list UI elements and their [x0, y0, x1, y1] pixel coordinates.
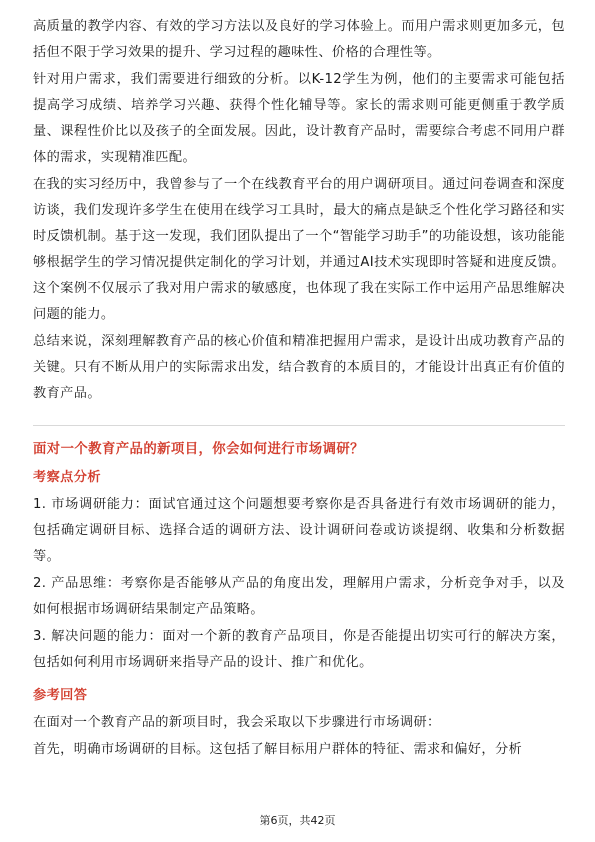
paragraph: 高质量的教学内容、有效的学习方法以及良好的学习体验上。而用户需求则更加多元，包括但不限于学习效果的提升、学习过程的趣味性、价格的合理性等。	[33, 19, 565, 60]
paragraph: 总结来说，深刻理解教育产品的核心价值和精准把握用户需求，是设计出成功教育产品的关键。只有不断从用户的实际需求出发，结合教育的本质目的，才能设计出真正有价值的教育产品。	[33, 334, 565, 401]
analysis-item: 1. 市场调研能力：面试官通过这个问题想要考察你是否具备进行有效市场调研的能力，包括确定调研目标、选择合适的调研方法、设计调研问卷或访谈提纲、收集和分析数据等。	[33, 497, 565, 564]
analysis-heading: 考察点分析	[33, 470, 101, 485]
page-content	[33, 14, 565, 763]
answer-paragraph: 首先，明确市场调研的目标。这包括了解目标用户群体的特征、需求和偏好，分析	[33, 742, 523, 757]
answer-paragraph: 在面对一个教育产品的新项目时，我会采取以下步骤进行市场调研：	[33, 715, 441, 730]
answer-heading: 参考回答	[33, 688, 88, 703]
analysis-item: 2. 产品思维：考察你是否能够从产品的角度出发，理解用户需求，分析竞争对手，以及如何根据市场调研结果制定产品策略。	[33, 576, 565, 617]
question-heading: 面对一个教育产品的新项目，你会如何进行市场调研？	[33, 442, 364, 457]
section-divider	[33, 425, 565, 426]
paragraph: 在我的实习经历中，我曾参与了一个在线教育平台的用户调研项目。通过问卷调查和深度访谈，我们发现许多学生在使用在线学习工具时，最大的痛点是缺乏个性化学习路径和实时反馈机制。基于这一发现，我们团队提出了一个“智能学习助手”的功能设想，该功能能够根据学生的学习情况提供定制化的学习计划，并通过AI技术实现即时答疑和进度反馈。这个案例不仅展示了我对用户需求的敏感度，也体现了我在实际工作中运用产品思维解决问题的能力。	[33, 177, 565, 322]
page-number: 第6页，共42页	[259, 814, 336, 827]
analysis-item: 3. 解决问题的能力：面对一个新的教育产品项目，你是否能提出切实可行的解决方案，包括如何利用市场调研来指导产品的设计、推广和优化。	[33, 629, 565, 670]
paragraph: 针对用户需求，我们需要进行细致的分析。以K-12学生为例，他们的主要需求可能包括提高学习成绩、培养学习兴趣、获得个性化辅导等。家长的需求则可能更侧重于教学质量、课程性价比以及孩子的全面发展。因此，设计教育产品时，需要综合考虑不同用户群体的需求，实现精准匹配。	[33, 72, 565, 165]
